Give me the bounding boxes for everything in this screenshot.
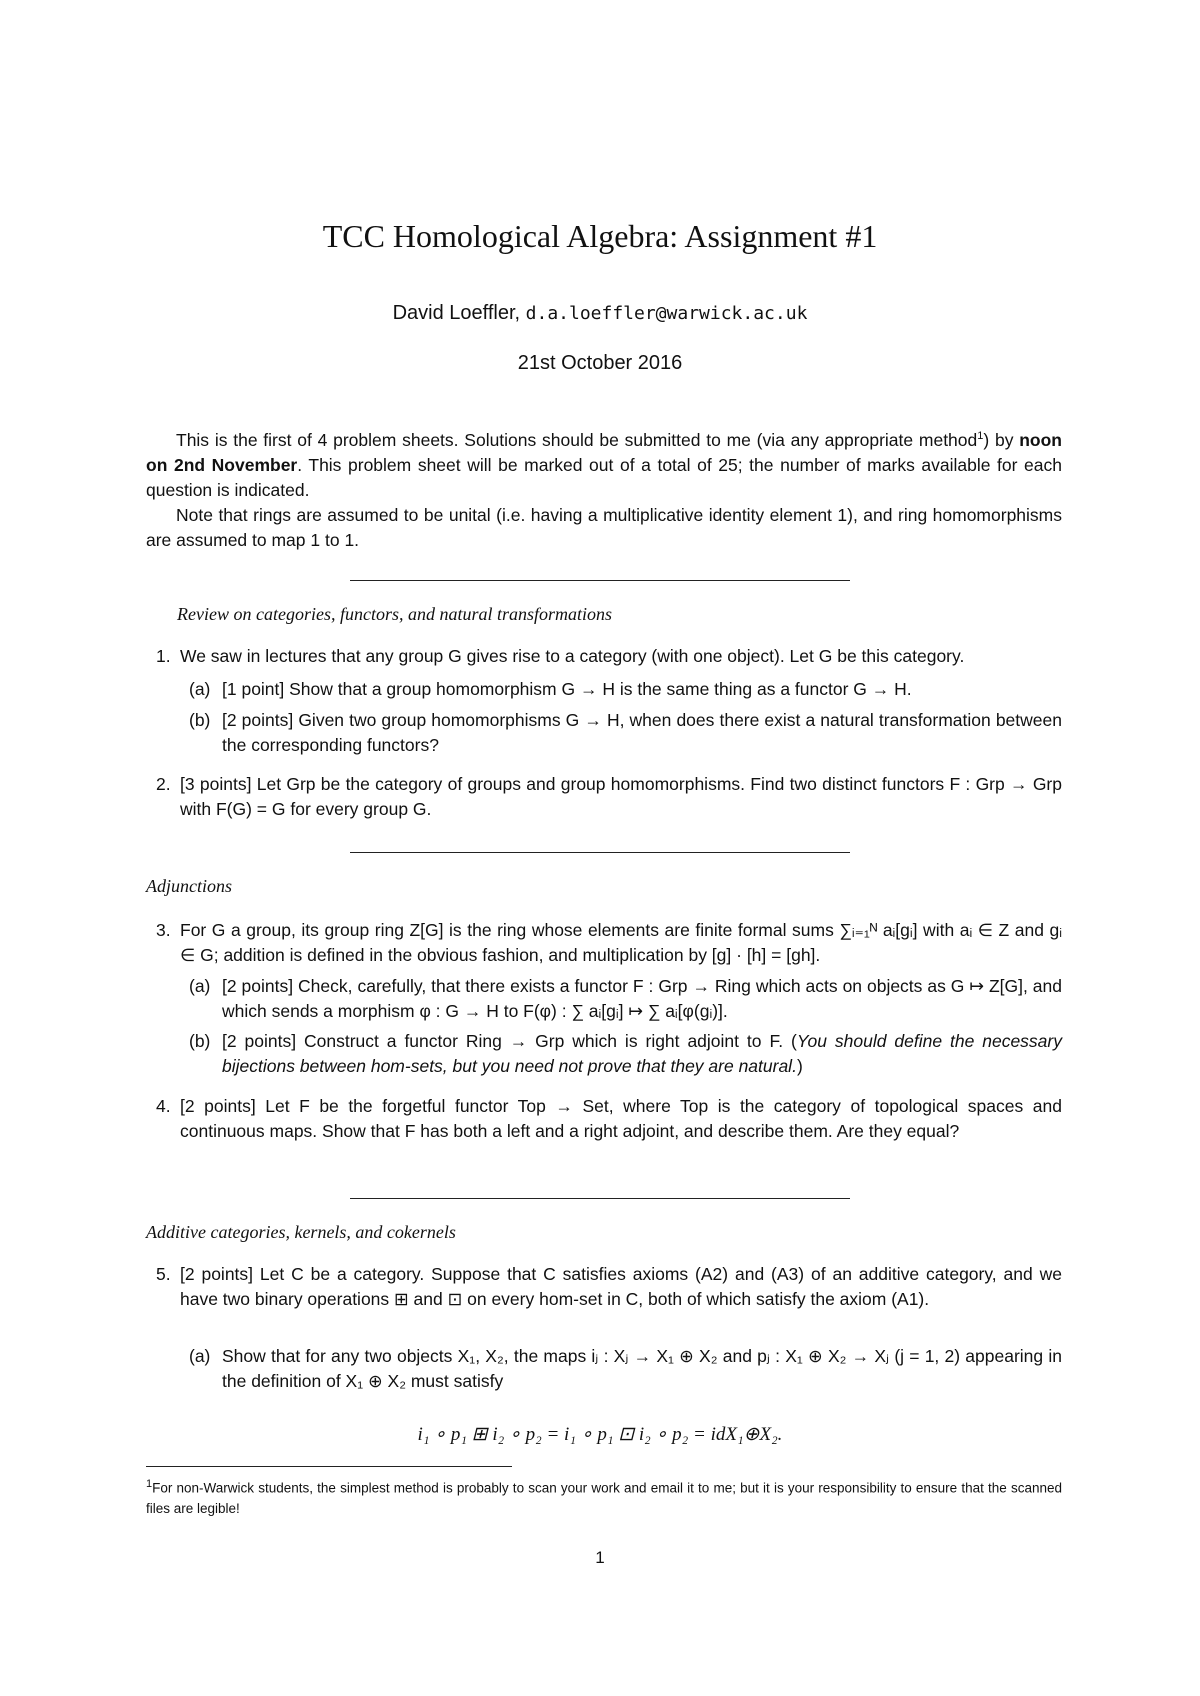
section-divider bbox=[350, 852, 850, 853]
author-email: d.a.loeffler@warwick.ac.uk bbox=[525, 303, 808, 324]
footnote-ref: 1 bbox=[977, 430, 984, 442]
part-label: (a) bbox=[189, 679, 211, 699]
part-label: (a) bbox=[189, 1346, 211, 1366]
question-number: 5. bbox=[156, 1264, 171, 1284]
question-1a bbox=[189, 677, 1062, 702]
question-3a bbox=[189, 974, 1062, 1024]
part-label: (b) bbox=[189, 1031, 211, 1051]
author-line bbox=[0, 302, 1200, 325]
section-divider bbox=[350, 1198, 850, 1199]
question-number: 1. bbox=[156, 646, 171, 666]
question-text: For G a group, its group ring Z[G] is the ring whose elements are finite formal sums ∑ᵢ₌₁ᴺ aᵢ[gᵢ] with aᵢ ∈ Z and gᵢ ∈ G; addition is defined in the obvious fashion, and multiplication by [g] · [h] = [gh]. bbox=[180, 920, 1062, 965]
footnote-mark: 1 bbox=[146, 1478, 153, 1490]
intro-paragraph-1: This is the first of 4 problem sheets. Solutions should be submitted to me (via any appropriate method$^1$) by noon on 2nd November. This problem sheet will be marked out of a total of 25; the number of marks available for each question is indicated. bbox=[146, 429, 1063, 500]
section-heading: Adjunctions bbox=[146, 876, 232, 896]
footnote-rule bbox=[146, 1466, 512, 1467]
part-label: (a) bbox=[189, 976, 211, 996]
part-text: [2 points] Check, carefully, that there exists a functor F : Grp → Ring which acts on objects as G ↦ Z[G], and which sends a morphism φ : G → H to F(φ) : ∑ aᵢ[gᵢ] ↦ ∑ aᵢ[φ(gᵢ)]. bbox=[222, 976, 1062, 1021]
question-number: 3. bbox=[156, 920, 171, 940]
intro bbox=[146, 424, 1062, 553]
question-number: 2. bbox=[156, 774, 171, 794]
question-text: [2 points] Let C be a category. Suppose that C satisfies axioms (A2) and (A3) of an additive category, and we have two binary operations ⊞ and ⊡ on every hom-set in C, both of which satisfy the axiom (A1). bbox=[180, 1264, 1062, 1309]
footnote bbox=[146, 1474, 1062, 1519]
question-1b bbox=[189, 708, 1062, 758]
part-text: Show that for any two objects X₁, X₂, the maps iⱼ : Xⱼ → X₁ ⊕ X₂ and pⱼ : X₁ ⊕ X₂ → Xⱼ (j = 1, 2) appearing in the definition of X₁ ⊕ X₂ must satisfy bbox=[222, 1346, 1062, 1391]
question-text: [2 points] Let F be the forgetful functor Top → Set, where Top is the category of topological spaces and continuous maps. Show that F has both a left and a right adjoint, and describe them. Are they equal? bbox=[180, 1096, 1062, 1141]
question-5 bbox=[146, 1262, 1062, 1312]
intro-paragraph-2: Note that rings are assumed to be unital (i.e. having a multiplicative identity element 1), and ring homomorphisms are assumed to map 1 to 1. bbox=[146, 504, 1062, 550]
question-text: We saw in lectures that any group G gives rise to a category (with one object). Let G be this category. bbox=[180, 646, 965, 666]
section-heading: Additive categories, kernels, and cokernels bbox=[146, 1222, 456, 1242]
question-3 bbox=[146, 918, 1062, 968]
question-2 bbox=[146, 772, 1062, 822]
question-4 bbox=[146, 1094, 1062, 1144]
document-date: 21st October 2016 bbox=[517, 352, 683, 374]
part-text: [2 points] Construct a functor Ring → Grp which is right adjoint to F. (You should define the necessary bijections between hom-sets, but you need not prove that they are natural.) bbox=[222, 1031, 1062, 1076]
display-equation: i₁ ∘ p₁ ⊞ i₂ ∘ p₂ = i₁ ∘ p₁ ⊡ i₂ ∘ p₂ = idX₁⊕X₂. bbox=[417, 1424, 783, 1445]
question-text: [3 points] Let Grp be the category of groups and group homomorphisms. Find two distinct functors F : Grp → Grp with F(G) = G for every group G. bbox=[180, 774, 1062, 819]
question-1 bbox=[146, 644, 1062, 669]
question-number: 4. bbox=[156, 1096, 171, 1116]
section-divider bbox=[350, 580, 850, 581]
question-5a bbox=[189, 1344, 1062, 1394]
part-label: (b) bbox=[189, 710, 211, 730]
document-title: TCC Homological Algebra: Assignment #1 bbox=[322, 218, 878, 254]
part-text: [1 point] Show that a group homomorphism G → H is the same thing as a functor G → H. bbox=[222, 679, 912, 699]
author-name: David Loeffler, bbox=[392, 302, 521, 324]
part-text: [2 points] Given two group homomorphisms G → H, when does there exist a natural transformation between the corresponding functors? bbox=[222, 710, 1062, 755]
question-3b bbox=[189, 1029, 1062, 1079]
footnote-text: For non-Warwick students, the simplest method is probably to scan your work and email it to me; but it is your responsibility to ensure that the scanned files are legible! bbox=[146, 1480, 1062, 1516]
page-number: 1 bbox=[595, 1548, 605, 1567]
section-heading: Review on categories, functors, and natural transformations bbox=[177, 604, 612, 624]
